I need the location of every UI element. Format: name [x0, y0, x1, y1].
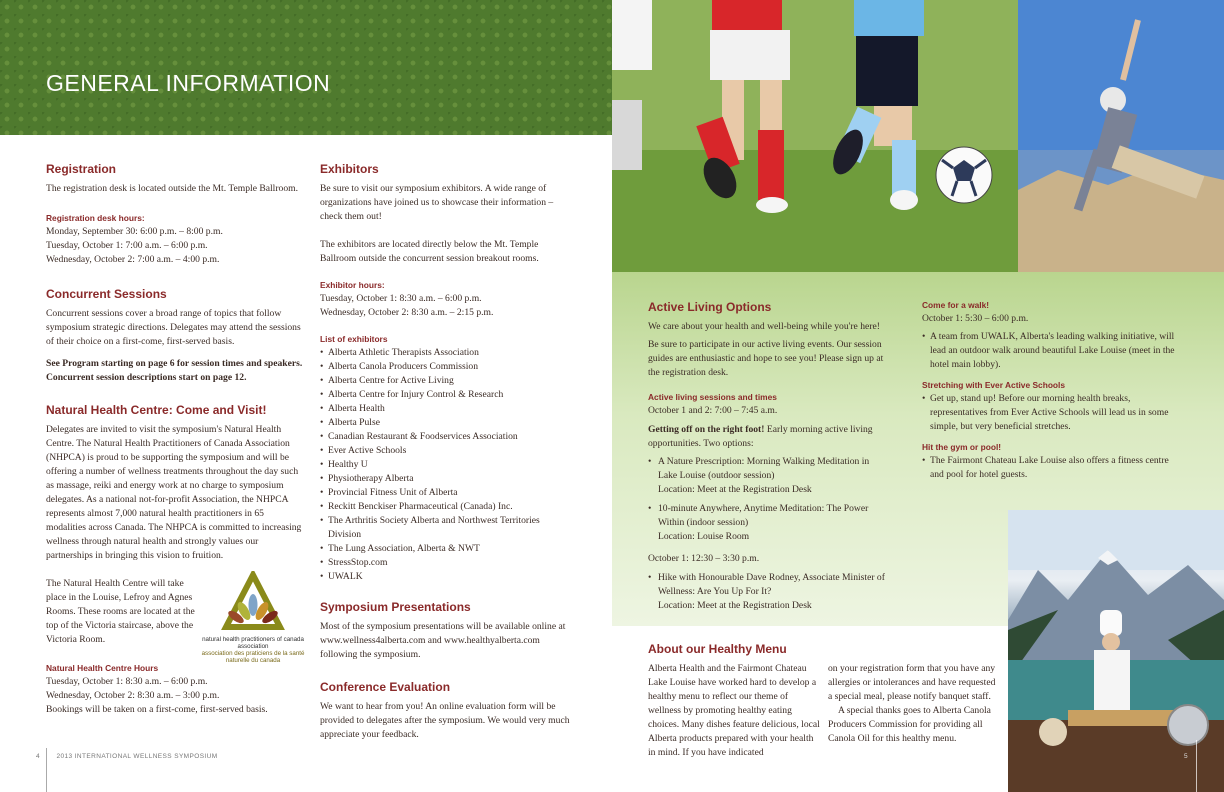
nhpca-logo-fr: association des praticiens de la santé naturelle du canada: [201, 650, 305, 664]
nhc-hours-1: Wednesday, October 2: 8:30 a.m. – 3:00 p.m.: [46, 690, 220, 701]
page-number: 4: [36, 753, 41, 760]
soccer-photo: [612, 0, 1018, 272]
page-footer: [36, 753, 218, 760]
menu-body3: A special thanks goes to Alberta Canola Producers Commission for providing all Canola Oil for this healthy menu.: [828, 705, 991, 744]
list-item: • Ever Active Schools: [320, 444, 570, 458]
concurrent-note: See Program starting on page 6 for session times and speakers. Concurrent session descriptions start on page 12.: [46, 358, 303, 383]
list-item: • UWALK: [320, 570, 570, 584]
registration-intro: The registration desk is located outside the Mt. Temple Ballroom.: [46, 183, 298, 194]
nhc-hours-2: Bookings will be taken on a first-come, first-served basis.: [46, 704, 268, 715]
concurrent-heading: Concurrent Sessions: [46, 287, 167, 301]
menu-heading: About our Healthy Menu: [648, 642, 787, 656]
registration-hours-1: Tuesday, October 1: 7:00 a.m. – 6:00 p.m.: [46, 240, 208, 251]
active-body1: We care about your health and well-being while you're here!: [648, 321, 880, 332]
list-item: • Alberta Centre for Active Living: [320, 374, 570, 388]
exhibitors-hours-1: Wednesday, October 2: 8:30 a.m. – 2:15 p.m.: [320, 307, 494, 318]
right-page-number: 5: [1184, 753, 1188, 760]
active-lead: [648, 423, 896, 451]
exhibitors-list: [320, 346, 570, 584]
active-living-column: [648, 300, 896, 613]
left-column: [46, 162, 304, 717]
nhc-body1: Delegates are invited to visit the symposium's Natural Health Centre. The Natural Health Practitioners of Canada Association (NHPCA) is proud to be supporting the symposium and will be offering a number of wellness treatments throughout the day such as massage, reiki and energy work at no charge to symposium delegates. As a national not-for-profit Association, the NHPCA represents almost 7,000 natural health practitioners in 65 modalities across Canada. The NHPCA is committed to increasing wellness through natural health and strongly values our partnerships in bringing this vision to fruition.: [46, 424, 302, 561]
nhc-heading: Natural Health Centre: Come and Visit!: [46, 403, 267, 417]
exhibitors-list-label: List of exhibitors: [320, 334, 388, 344]
yoga-woman-image: [1018, 0, 1224, 272]
active-sessions-label: Active living sessions and times: [648, 392, 777, 402]
presentations-heading: Symposium Presentations: [320, 600, 471, 614]
exhibitors-hours-0: Tuesday, October 1: 8:30 a.m. – 6:00 p.m.: [320, 293, 482, 304]
list-item: • Alberta Centre for Injury Control & Research: [320, 388, 570, 402]
list-item: • Alberta Canola Producers Commission: [320, 360, 570, 374]
list-item: • Alberta Athletic Therapists Association: [320, 346, 570, 360]
exhibitors-body2: The exhibitors are located directly below the Mt. Temple Ballroom outside the concurrent session breakout rooms.: [320, 239, 539, 264]
gym-list: [922, 454, 1184, 482]
active-living-column-2: [922, 300, 1184, 482]
stretch-label: Stretching with Ever Active Schools: [922, 380, 1066, 390]
middle-column: [320, 162, 570, 742]
menu-body1: Alberta Health and the Fairmont Chateau Lake Louise have worked hard to develop a healthy menu to reflect our theme of wellness by promoting healthy eating choices. Many dishes feature delicious, local Alberta products prepared with your health in mind. If you have indicated: [648, 663, 820, 758]
list-item: • Provincial Fitness Unit of Alberta: [320, 486, 570, 500]
list-item: • Alberta Pulse: [320, 416, 570, 430]
active-lead-bold: Getting off on the right foot!: [648, 424, 765, 435]
list-item: • The Lung Association, Alberta & NWT: [320, 542, 570, 556]
option-location: Location: Louise Room: [658, 531, 750, 542]
footer-text: 2013 INTERNATIONAL WELLNESS SYMPOSIUM: [56, 753, 218, 760]
list-item: • StressStop.com: [320, 556, 570, 570]
registration-heading: Registration: [46, 162, 117, 176]
list-item: • A team from UWALK, Alberta's leading walking initiative, will lead an outdoor walk around beautiful Lake Louise (meet in the hotel main lobby).: [922, 330, 1184, 372]
active-sessions-time1: October 1 and 2: 7:00 – 7:45 a.m.: [648, 405, 778, 416]
list-item: • Canadian Restaurant & Foodservices Association: [320, 430, 570, 444]
menu-column-1: [648, 642, 820, 760]
option-title: • 10-minute Anywhere, Anytime Meditation: The Power Within (indoor session): [658, 503, 869, 528]
yoga-photo: [1018, 0, 1224, 272]
list-item: • Alberta Health: [320, 402, 570, 416]
active-heading: Active Living Options: [648, 300, 772, 314]
registration-hours-2: Wednesday, October 2: 7:00 a.m. – 4:00 p.m.: [46, 254, 220, 265]
registration-hours-label: Registration desk hours:: [46, 213, 145, 223]
walk-label: Come for a walk!: [922, 300, 990, 310]
option-title: • A Nature Prescription: Morning Walking Meditation in Lake Louise (outdoor session): [658, 456, 870, 481]
walk-list: [922, 330, 1184, 372]
active-options-list: [648, 455, 896, 544]
header-banner: [0, 0, 612, 135]
list-item: • The Arthritis Society Alberta and Northwest Territories Division: [320, 514, 552, 542]
nhpca-logo-en: natural health practitioners of canada association: [202, 636, 304, 650]
registration-hours-0: Monday, September 30: 6:00 p.m. – 8:00 p.m.: [46, 226, 223, 237]
menu-column-2: [828, 662, 1002, 746]
hike-location: Location: Meet at the Registration Desk: [658, 600, 812, 611]
evaluation-heading: Conference Evaluation: [320, 680, 451, 694]
list-item: [648, 571, 896, 613]
active-sessions-time2: October 1: 12:30 – 3:30 p.m.: [648, 553, 760, 564]
evaluation-body: We want to hear from you! An online evaluation form will be provided to delegates after the symposium. We would very much appreciate your feedback.: [320, 701, 570, 740]
list-item: • Get up, stand up! Before our morning health breaks, representatives from Ever Active Schools will lead us in some simple, but very beneficial stretches.: [922, 392, 1184, 434]
gym-label: Hit the gym or pool!: [922, 442, 1002, 452]
exhibitors-hours-label: Exhibitor hours:: [320, 280, 385, 290]
nhc-hours-label: Natural Health Centre Hours: [46, 663, 159, 673]
active-lead-rest: Early morning active living opportunities. Two options:: [648, 424, 873, 449]
list-item: • The Fairmont Chateau Lake Louise also offers a fitness centre and pool for hotel guests.: [922, 454, 1184, 482]
menu-body2: on your registration form that you have any allergies or intolerances and have requested a special meal, please notify banquet staff.: [828, 663, 996, 702]
nhc-body2: The Natural Health Centre will take place in the Louise, Lefroy and Agnes Rooms. These rooms are located at the top of the Victoria staircase, above the Victoria Room.: [46, 578, 195, 645]
exhibitors-heading: Exhibitors: [320, 162, 379, 176]
soccer-players-image: [612, 0, 1018, 272]
list-item: • Reckitt Benckiser Pharmaceutical (Canada) Inc.: [320, 500, 570, 514]
exhibitors-body1: Be sure to visit our symposium exhibitors. A wide range of organizations have joined us to showcase their information – check them out!: [320, 183, 554, 222]
hike-list: [648, 571, 896, 613]
active-body2: Be sure to participate in our active living events. Our session guides are enthusiastic and hope to see you! Please sign up at the registration desk.: [648, 339, 884, 378]
list-item: [648, 455, 896, 497]
walk-time: October 1: 5:30 – 6:00 p.m.: [922, 313, 1029, 324]
chef-lake-image: [1008, 510, 1224, 792]
nhc-hours-0: Tuesday, October 1: 8:30 a.m. – 6:00 p.m.: [46, 676, 208, 687]
nhpca-logo: [196, 571, 310, 665]
list-item: • Healthy U: [320, 458, 570, 472]
list-item: [648, 502, 896, 544]
chef-photo: [1008, 510, 1224, 792]
hike-title: • Hike with Honourable Dave Rodney, Associate Minister of Wellness: Are You Up For It?: [658, 572, 885, 597]
stretch-list: [922, 392, 1184, 434]
right-page-divider: [1196, 740, 1197, 792]
page-title: GENERAL INFORMATION: [46, 70, 331, 96]
option-location: Location: Meet at the Registration Desk: [658, 484, 812, 495]
nhpca-leaf-icon: [196, 571, 310, 633]
concurrent-body: Concurrent sessions cover a broad range of topics that follow symposium strategic directions. Delegates may attend the sessions of their choice on a first-come, first-served basis.: [46, 308, 301, 347]
presentations-body: Most of the symposium presentations will be available online at www.wellness4alberta.com and www.healthyalberta.com following the symposium.: [320, 621, 566, 660]
list-item: • Physiotherapy Alberta: [320, 472, 570, 486]
